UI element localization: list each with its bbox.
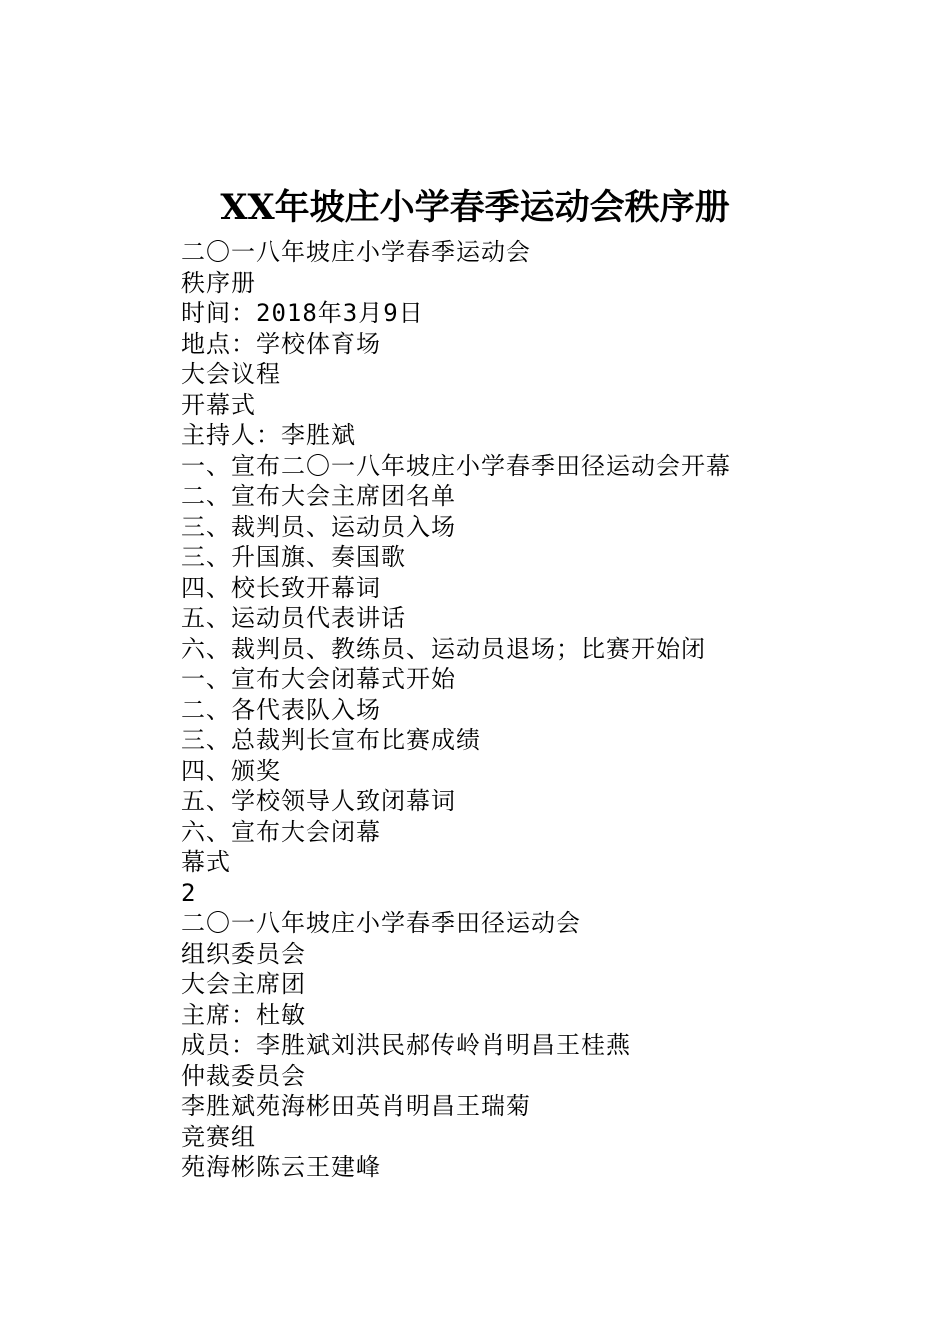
document-title: XX年坡庄小学春季运动会秩序册	[220, 187, 730, 228]
document-line: 二、宣布大会主席团名单	[181, 482, 456, 510]
document-line: 组织委员会	[181, 939, 306, 968]
document-line: 苑海彬陈云王建峰	[181, 1153, 381, 1181]
document-line: 六、裁判员、教练员、运动员退场；比赛开始闭	[181, 634, 706, 663]
document-line: 大会议程	[181, 360, 281, 388]
document-line: 三、总裁判长宣布比赛成绩	[181, 726, 481, 754]
document-line: 二、各代表队入场	[181, 695, 381, 724]
document-line: 成员：李胜斌刘洪民郝传岭肖明昌王桂燕	[181, 1031, 631, 1059]
document-line: 时间：2018年3月9日	[181, 299, 424, 327]
document-line: 二〇一八年坡庄小学春季运动会	[181, 238, 531, 266]
document-line: 三、裁判员、运动员入场	[181, 512, 456, 541]
document-line: 开幕式	[181, 390, 256, 419]
document-line: 五、运动员代表讲话	[181, 604, 406, 632]
document-line: 大会主席团	[181, 970, 306, 998]
document-line: 四、颁奖	[181, 756, 281, 785]
document-line: 一、宣布二〇一八年坡庄小学春季田径运动会开幕	[181, 451, 731, 480]
document-line: 地点：学校体育场	[181, 329, 381, 358]
document-line: 仲裁委员会	[181, 1061, 306, 1090]
document-line: 二〇一八年坡庄小学春季田径运动会	[181, 909, 581, 937]
document-line: 主席：杜敏	[181, 1000, 306, 1029]
document-body	[181, 237, 881, 1183]
document-line: 三、升国旗、奏国歌	[181, 543, 406, 571]
document-line: 秩序册	[181, 268, 256, 297]
document-line: 五、学校领导人致闭幕词	[181, 787, 456, 815]
document-line: 竞赛组	[181, 1122, 256, 1151]
page-number: 2	[181, 878, 197, 907]
document-line: 主持人：李胜斌	[181, 421, 356, 449]
document-line: 六、宣布大会闭幕	[181, 817, 381, 846]
document-line: 四、校长致开幕词	[181, 573, 381, 602]
document-line: 李胜斌苑海彬田英肖明昌王瑞菊	[181, 1092, 531, 1120]
document-line: 幕式	[181, 848, 231, 876]
document-line: 一、宣布大会闭幕式开始	[181, 665, 456, 693]
